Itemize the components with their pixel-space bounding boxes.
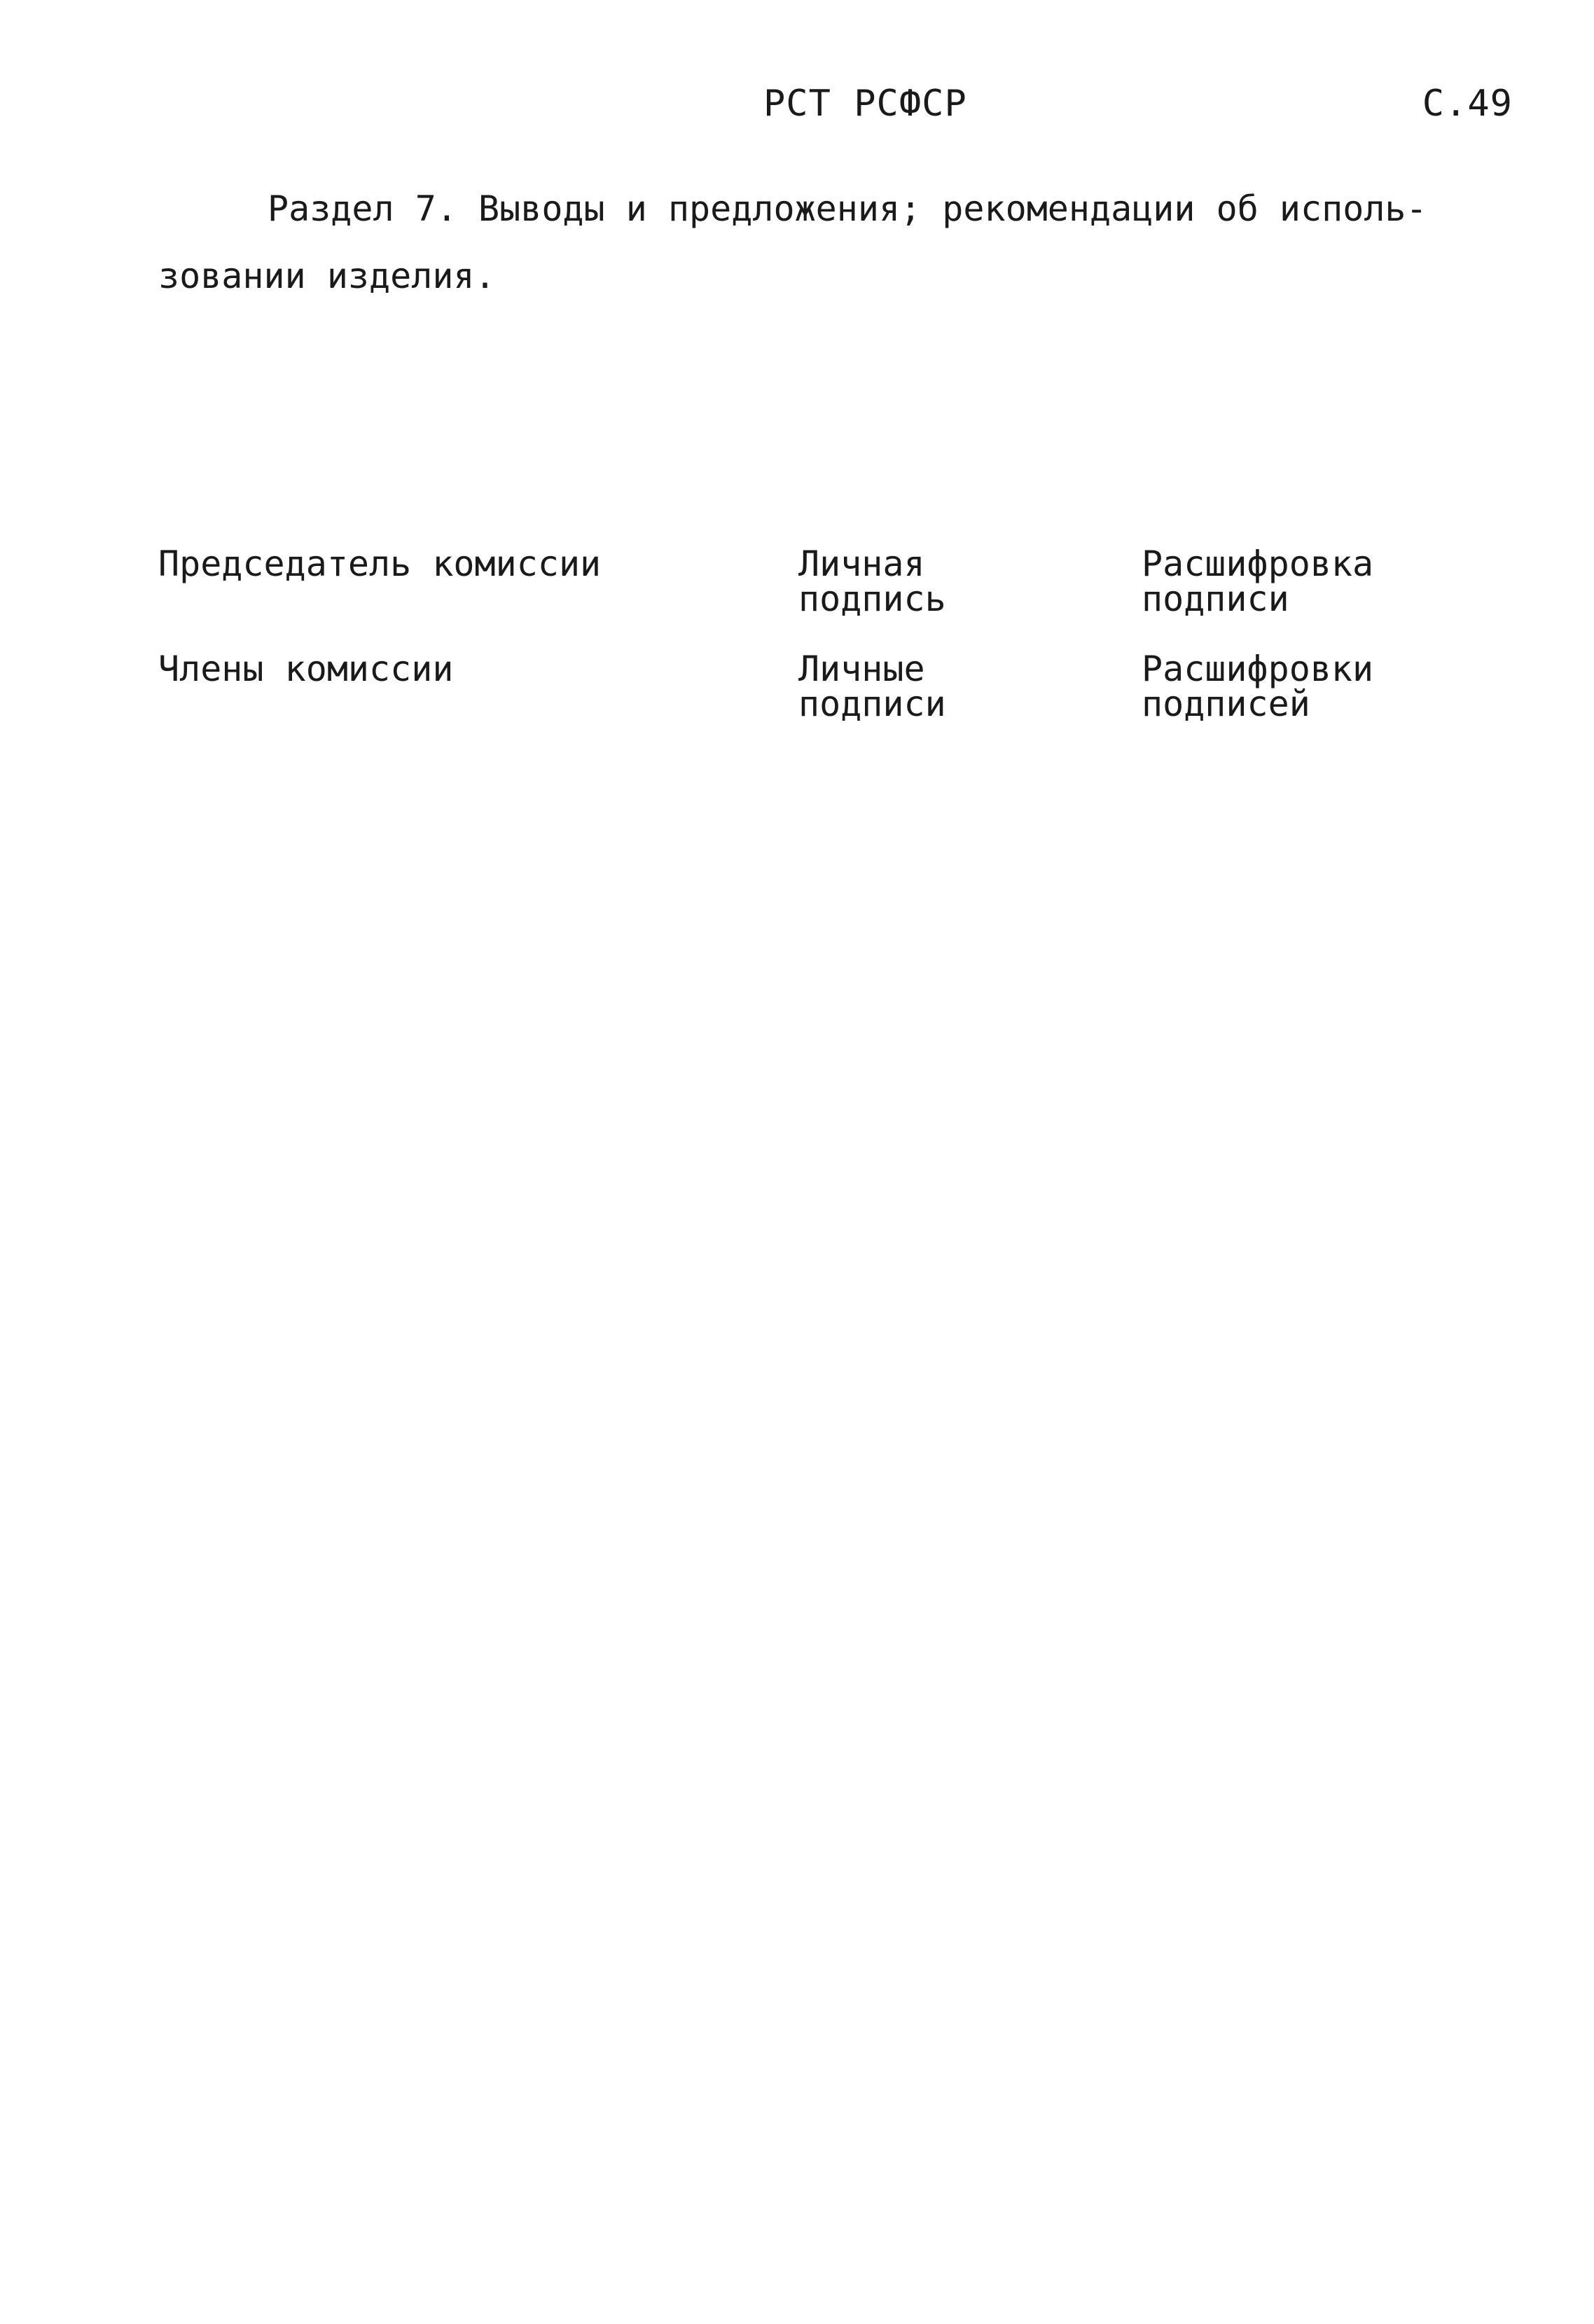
signature-decipher-field (1142, 544, 1374, 619)
signature-row-members (158, 651, 1489, 756)
standard-code: РСТ РСФСР (763, 83, 967, 125)
decipher-label-line-2: подписей (1142, 684, 1310, 724)
section-heading (158, 175, 1482, 310)
section-heading-line-1: Раздел 7. Выводы и предложения; рекомендации об исполь- (268, 188, 1427, 229)
decipher-label-line-1: Расшифровки (1142, 649, 1374, 689)
signature-label-line-2: подписи (798, 684, 946, 724)
personal-signature-field (798, 544, 946, 619)
decipher-label-line-2: подписи (1142, 579, 1289, 619)
section-heading-line-2: зовании изделия. (158, 256, 496, 296)
signature-label-line-1: Личные (798, 649, 925, 689)
signature-label-line-2: подпись (798, 579, 946, 619)
signature-row-chairman (158, 546, 1489, 651)
page-number: С.49 (1422, 83, 1513, 125)
personal-signature-field (798, 649, 946, 724)
signature-role: Председатель комиссии (158, 544, 602, 584)
decipher-label-line-1: Расшифровка (1142, 544, 1374, 584)
signature-label-line-1: Личная (798, 544, 925, 584)
signature-role: Члены комиссии (158, 649, 454, 689)
signature-decipher-field (1142, 649, 1374, 724)
signature-block (158, 546, 1489, 756)
